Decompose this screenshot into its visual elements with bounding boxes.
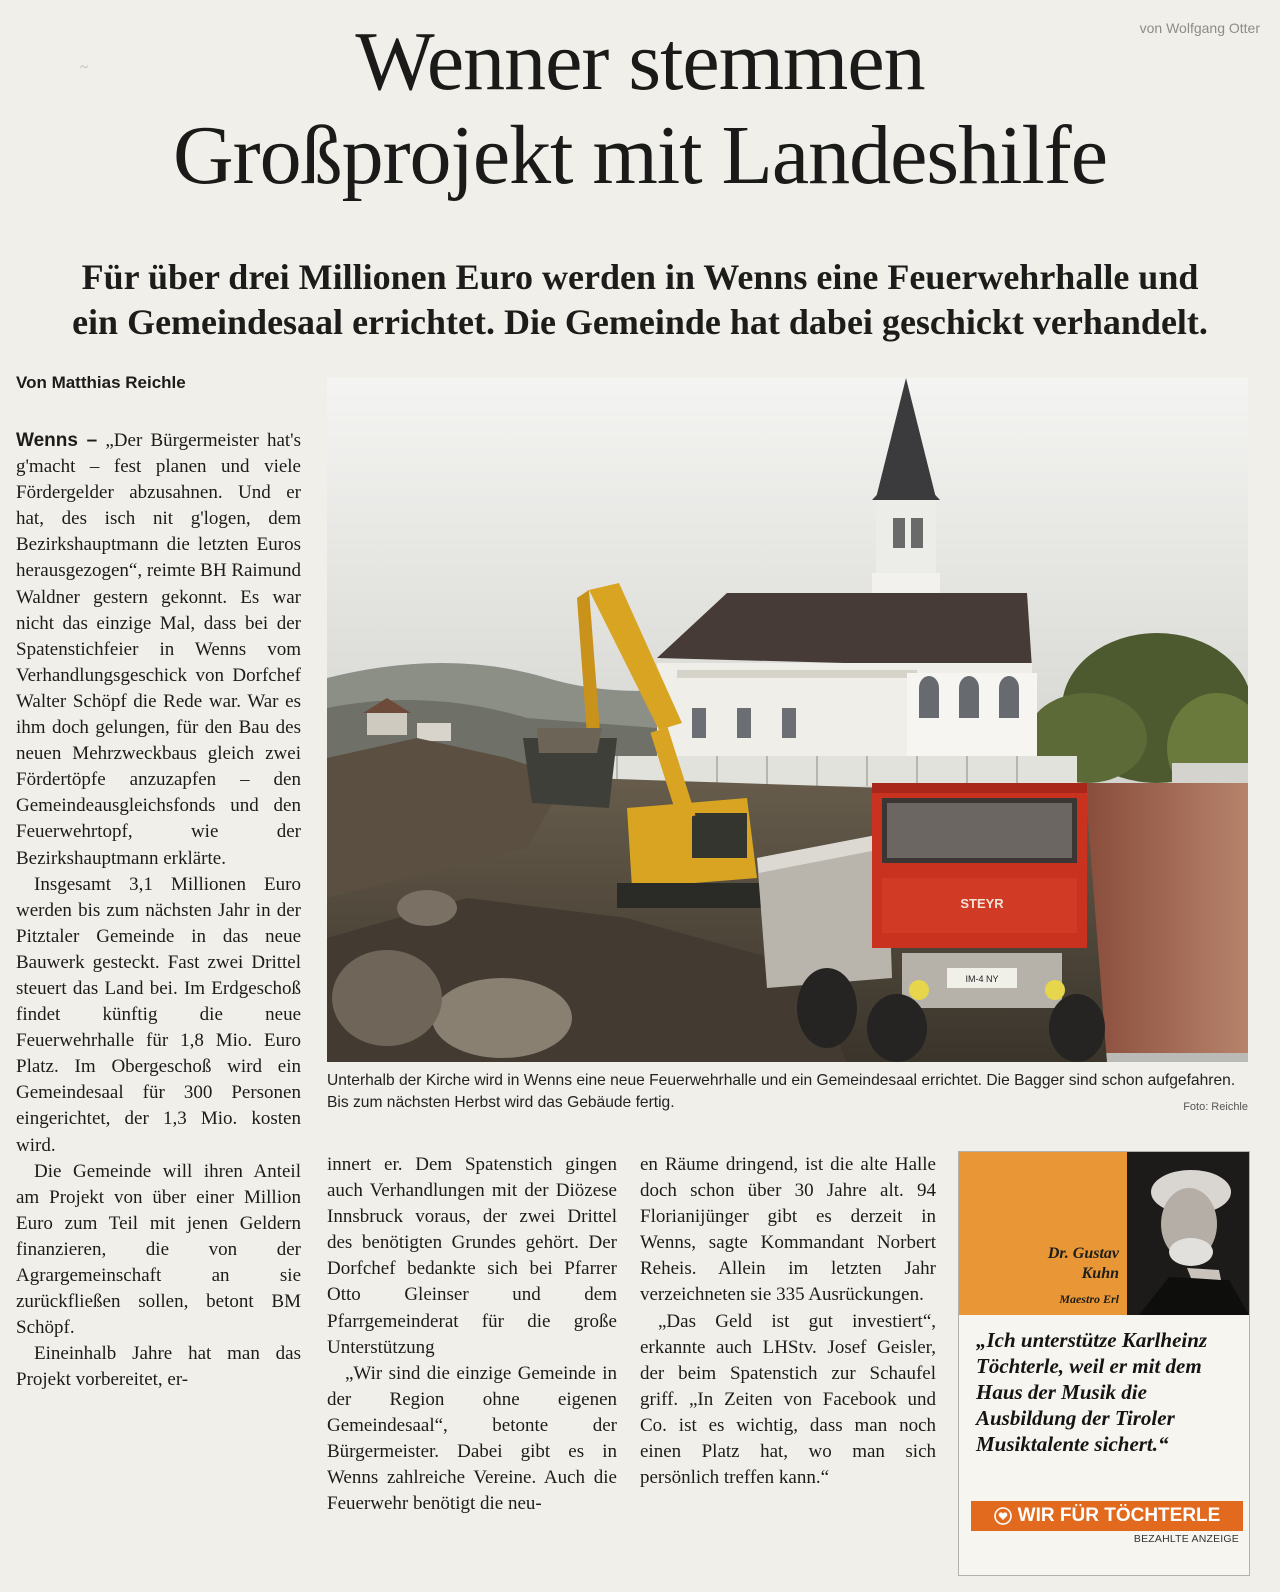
truck-brand: STEYR	[960, 896, 1004, 911]
ad-name-line-1: Dr. Gustav	[1047, 1245, 1119, 1262]
campaign-slogan: WIR FÜR TÖCHTERLE	[1017, 1505, 1221, 1526]
article-text: „Der Bürgermeister hat's g'macht – fest planen und viele Fördergelder abzusahnen. Und er hat, des isch nit g'logen, dem Bezirkshauptmann die letzten Euros herausgezogen“, reimte BH Raimund Waldner gestern gekonnt. Es war nicht das einzige Mal, dass bei der Spatenstichfeier in Wenns vom Verhandlungsgeschick von Dorfchef Walter Schöpf die Rede war. War es ihm doch gelungen, für den Bau des neuen Mehrzweckbaus gleich zwei Fördertöpfe anzuzapfen – den Gemeindeausgleichsfonds und den Feuerwehrtopf, wie der Bezirkshauptmann erklärte.	[16, 430, 301, 869]
subheadline-line-1: Für über drei Millionen Euro werden in Wenns eine Feuerwehrhalle und	[81, 257, 1199, 297]
heart-icon	[994, 1507, 1012, 1525]
headline	[0, 15, 1280, 203]
ad-name-line-2: Kuhn	[1081, 1265, 1119, 1282]
photo-caption: Unterhalb der Kirche wird in Wenns eine neue Feuerwehrhalle und ein Gemeindesaal errichtet. Die Bagger sind schon aufgefahren. Bis zum nächsten Herbst wird das Gebäude fertig.	[327, 1072, 1236, 1111]
neighbor-byline: von Wolfgang Otter	[1139, 20, 1260, 36]
subheadline	[20, 255, 1260, 345]
bleed-through: ~	[80, 60, 89, 76]
article-paragraph: innert er. Dem Spatenstich gingen auch Verhandlungen mit der Diözese Innsbruck voraus, der zwei Drittel des benötigten Grundes gehört. Der Dorfchef bedankte sich bei Pfarrer Otto Gleinser und dem Pfarrgemeinderat für die große Unterstützung	[327, 1154, 617, 1358]
article-column-1	[16, 428, 301, 1393]
author-byline: Von Matthias Reichle	[16, 373, 186, 392]
portrait-photo	[959, 1152, 1249, 1315]
article-paragraph: en Räume dringend, ist die alte Halle doch schon über 30 Jahre alt. 94 Florianijünger gibt es derzeit in Wenns, sagte Kommandant Norbert Reheis. Allein im letzten Jahr verzeichneten sie 335 Ausrückungen.	[640, 1154, 936, 1306]
headline-line-2: Großprojekt mit Landeshilfe	[172, 109, 1108, 202]
subheadline-line-2: ein Gemeindesaal errichtet. Die Gemeinde hat dabei geschickt verhandelt.	[72, 302, 1208, 342]
article-column-3	[640, 1152, 936, 1491]
article-paragraph	[16, 428, 301, 872]
construction-site-image	[327, 378, 1248, 1062]
dateline: Wenns –	[16, 430, 98, 451]
ad-person-role: Maestro Erl	[1059, 1292, 1119, 1306]
paid-ad-notice: BEZAHLTE ANZEIGE	[1133, 1533, 1239, 1545]
article-column-2	[327, 1152, 617, 1517]
ad-person-name	[995, 1244, 1119, 1284]
article-paragraph: Insgesamt 3,1 Millionen Euro werden bis zum nächsten Jahr in der Pitztaler Gemeinde in das neue Bauwerk gesteckt. Fast zwei Drittel steuert das Land bei. Im Erdgeschoß findet künftig die neue Feuerwehrhalle für 1,8 Mio. Euro Platz. Im Obergeschoß wird ein Gemeindesaal für 300 Personen eingerichtet, der 1,3 Mio. kosten wird.	[16, 873, 301, 1156]
ad-quote: „Ich unterstütze Karlheinz Töchterle, weil er mit dem Haus der Musik die Ausbildung der Tiroler Musiktalente sichert.“	[976, 1328, 1208, 1456]
campaign-banner	[971, 1501, 1243, 1531]
photo-credit: Foto: Reichle	[1183, 1101, 1248, 1113]
article-paragraph: Eineinhalb Jahre hat man das Projekt vorbereitet, er-	[16, 1343, 301, 1391]
campaign-advertisement	[958, 1151, 1250, 1576]
article-photo	[327, 378, 1248, 1062]
ad-header	[959, 1152, 1249, 1315]
license-plate: IM-4 NY	[965, 974, 999, 984]
article-paragraph: „Wir sind die einzige Gemeinde in der Region ohne eigenen Gemeindesaal“, betonte der Bürgermeister. Dabei gibt es in Wenns zahlreiche Vereine. Auch die Feuerwehr benötigt die neu-	[327, 1362, 617, 1515]
headline-line-1: Wenner stemmen	[355, 15, 925, 108]
article-paragraph: Die Gemeinde will ihren Anteil am Projekt von über einer Million Euro zum Teil mit jenen Geldern finanzieren, die von der Agrargemeinschaft an sie zurückfließen sollen, betont BM Schöpf.	[16, 1160, 301, 1339]
article-paragraph: „Das Geld ist gut investiert“, erkannte auch LHStv. Josef Geisler, der beim Spatenstich zur Schaufel griff. „In Zeiten von Facebook und Co. ist es wichtig, dass man noch einen Platz hat, wo man sich persönlich treffen kann.“	[640, 1310, 936, 1489]
